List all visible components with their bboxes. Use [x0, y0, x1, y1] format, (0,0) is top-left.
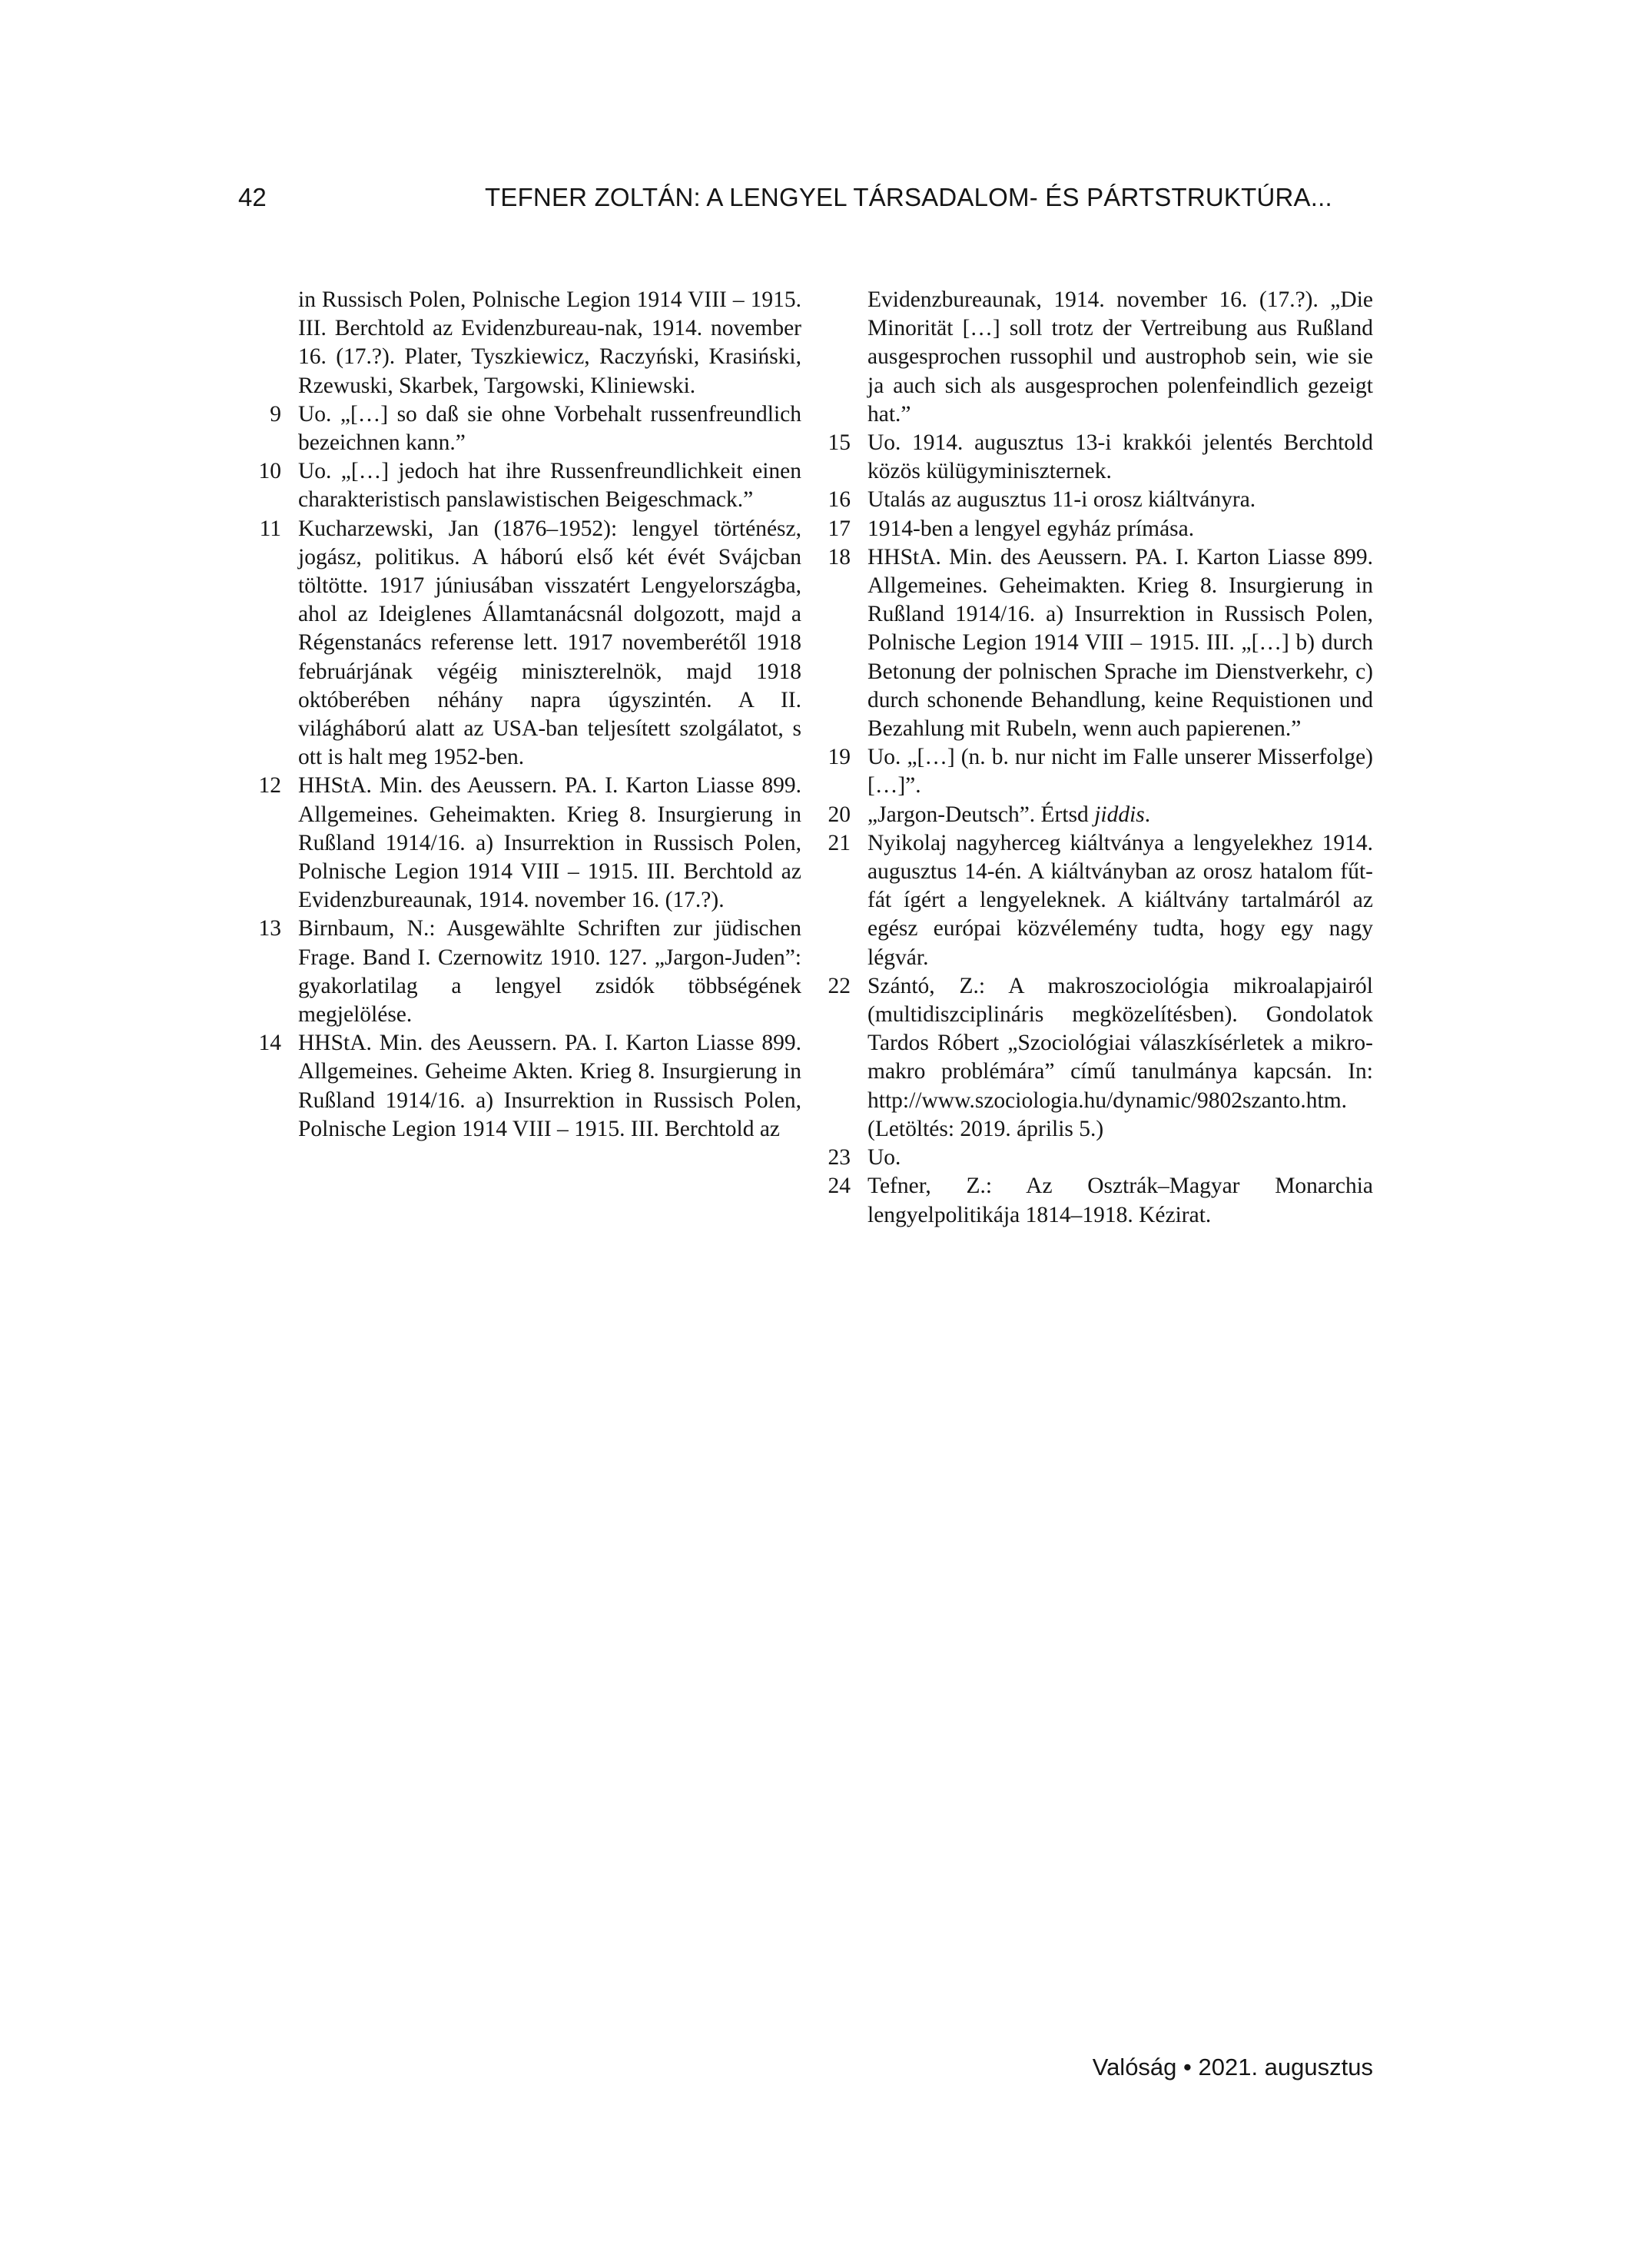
footnote-text: Tefner, Z.: Az Osztrák–Magyar Monarchia lengyelpolitikája 1814–1918. Kézirat. [867, 1174, 1373, 1227]
footnote-19 [828, 743, 1373, 800]
footnote-number: 14 [258, 1031, 281, 1056]
footnote-number: 10 [258, 459, 281, 484]
footnote-text: Szántó, Z.: A makroszociológia mikroalapjairól (multidiszciplináris megközelítésben). Gondolatok Tardos Róbert „Szociológiai válaszkísérletek a mikro-makro problémára” című tanulmánya kapcsán. In: http://www.szociologia.hu/dynamic/9802szanto.htm. (Letöltés: 2019. április 5.) [867, 973, 1373, 1141]
footnote-text: HHStA. Min. des Aeussern. PA. I. Karton Liasse 899. Allgemeines. Geheimakten. Krieg 8. Insurgierung in Rußland 1914/16. a) Insurrektion in Russisch Polen, Polnische Legion 1914 VIII – 1915. III. Berchtold az Evidenzbureaunak, 1914. november 16. (17.?). [298, 773, 801, 913]
footnote-number: 23 [828, 1145, 851, 1171]
footnote-17 [828, 515, 1373, 543]
footnote-text: Utalás az augusztus 11-i orosz kiáltványra. [867, 487, 1256, 513]
running-title: TEFNER ZOLTÁN: A LENGYEL TÁRSADALOM- ÉS PÁRTSTRUKTÚRA... [485, 183, 1332, 211]
footnote-16 [828, 486, 1373, 514]
footnote-text: Evidenzbureaunak, 1914. november 16. (17.?). „Die Minorität […] soll trotz der Vertreibung aus Rußland ausgesprochen russophil und austrophob sein, wie sie ja auch sich als ausgesprochen polenfeindlich gezeigt hat.” [867, 287, 1373, 427]
footnote-20 [828, 801, 1373, 829]
footnote-number: 18 [828, 544, 851, 569]
footnote-11 [259, 515, 801, 772]
footnote-text: Uo. „[…] (n. b. nur nicht im Falle unserer Misserfolge) […]”. [867, 745, 1373, 799]
footnote-text: 1914-ben a lengyel egyház prímása. [867, 516, 1195, 541]
footnote-number: 19 [828, 745, 851, 770]
footnote-number: 21 [828, 830, 851, 855]
footnote-text: HHStA. Min. des Aeussern. PA. I. Karton Liasse 899. Allgemeines. Geheimakten. Krieg 8. Insurgierung in Rußland 1914/16. a) Insurrektion in Russisch Polen, Polnische Legion 1914 VIII – 1915. III. „[…] b) durch Betonung der polnischen Sprache im Dienstverkehr, c) durch schonende Behandlung, keine Requistionen und Bezahlung mit Rubeln, wenn auch papierenen.” [867, 544, 1373, 742]
footnote-18 [828, 543, 1373, 743]
footnote-number: 22 [828, 973, 851, 998]
footnote-number: 15 [828, 430, 851, 456]
footnote-21 [828, 829, 1373, 972]
page-footer: Valóság • 2021. augusztus [1092, 2054, 1373, 2080]
footnote-text: in Russisch Polen, Polnische Legion 1914 VIII – 1915. III. Berchtold az Evidenzbureau-nak, 1914. november 16. (17.?). Plater, Tyszkiewicz, Raczyński, Krasiński, Rzewuski, Skarbek, Targowski, Kliniewski. [298, 287, 801, 398]
footnote-text-lead: „Jargon-Deutsch”. Értsd [867, 802, 1095, 827]
footnote-9 [270, 400, 801, 457]
footnote-24 [828, 1172, 1373, 1229]
footnote-text: Uo. [867, 1145, 901, 1171]
page-number: 42 [238, 183, 267, 211]
footnote-text-tail: . [1144, 802, 1151, 827]
footnote-continuation [298, 286, 801, 400]
footnote-15 [828, 429, 1373, 486]
footnote-number: 16 [828, 487, 851, 513]
footnote-number: 13 [258, 916, 281, 941]
footnote-number: 24 [828, 1174, 851, 1199]
footnote-text: Birnbaum, N.: Ausgewählte Schriften zur jüdischen Frage. Band I. Czernowitz 1910. 127. „Jargon-Juden”: gyakorlatilag a lengyel zsidók többségének megjelölése. [298, 916, 801, 1028]
footnote-continuation [867, 286, 1373, 429]
footnote-number: 9 [270, 401, 281, 427]
footnote-emphasis: jiddis [1094, 802, 1145, 827]
footnote-10 [258, 457, 801, 514]
footnote-text: Uo. 1914. augusztus 13-i krakkói jelentés Berchtold közös külügyminiszternek. [867, 430, 1373, 484]
footnote-number: 17 [828, 516, 851, 541]
footnote-23 [828, 1144, 1373, 1172]
running-header [0, 183, 1632, 229]
footnote-13 [258, 915, 801, 1029]
footnote-text: HHStA. Min. des Aeussern. PA. I. Karton Liasse 899. Allgemeines. Geheime Akten. Krieg 8. Insurgierung in Rußland 1914/16. a) Insurrektion in Russisch Polen, Polnische Legion 1914 VIII – 1915. III. Berchtold az [298, 1031, 801, 1141]
footnote-number: 12 [258, 773, 281, 799]
footnote-22 [828, 972, 1373, 1144]
footnote-number: 20 [828, 802, 851, 827]
footnote-text: Uo. „[…] jedoch hat ihre Russenfreundlichkeit einen charakteristisch panslawistischen Beigeschmack.” [298, 459, 801, 513]
footnote-12 [258, 772, 801, 915]
footnotes-left-column [258, 286, 801, 1144]
footnotes-right-column [828, 286, 1373, 1230]
footnote-text: Kucharzewski, Jan (1876–1952): lengyel történész, jogász, politikus. A háború első két évét Svájcban töltötte. 1917 júniusában visszatért Lengyelországba, ahol az Ideiglenes Államtanácsnál dolgozott, majd a Régenstanács referense lett. 1917 novemberétől 1918 februárjának végéig miniszterelnök, majd 1918 októberében néhány napra úgyszintén. A II. világháború alatt az USA-ban teljesített szolgálatot, s ott is halt meg 1952-ben. [298, 516, 801, 770]
footnote-number: 11 [259, 516, 281, 541]
footnote-text [867, 801, 1373, 829]
footnote-14 [258, 1029, 801, 1144]
footnote-text: Uo. „[…] so daß sie ohne Vorbehalt russenfreundlich bezeichnen kann.” [298, 401, 801, 456]
footnote-text: Nyikolaj nagyherceg kiáltványa a lengyelekhez 1914. augusztus 14-én. A kiáltványban az orosz hatalom fűt-fát ígért a lengyeleknek. A kiáltvány tartalmáról az egész európai közvélemény tudta, hogy egy nagy légvár. [867, 830, 1373, 970]
